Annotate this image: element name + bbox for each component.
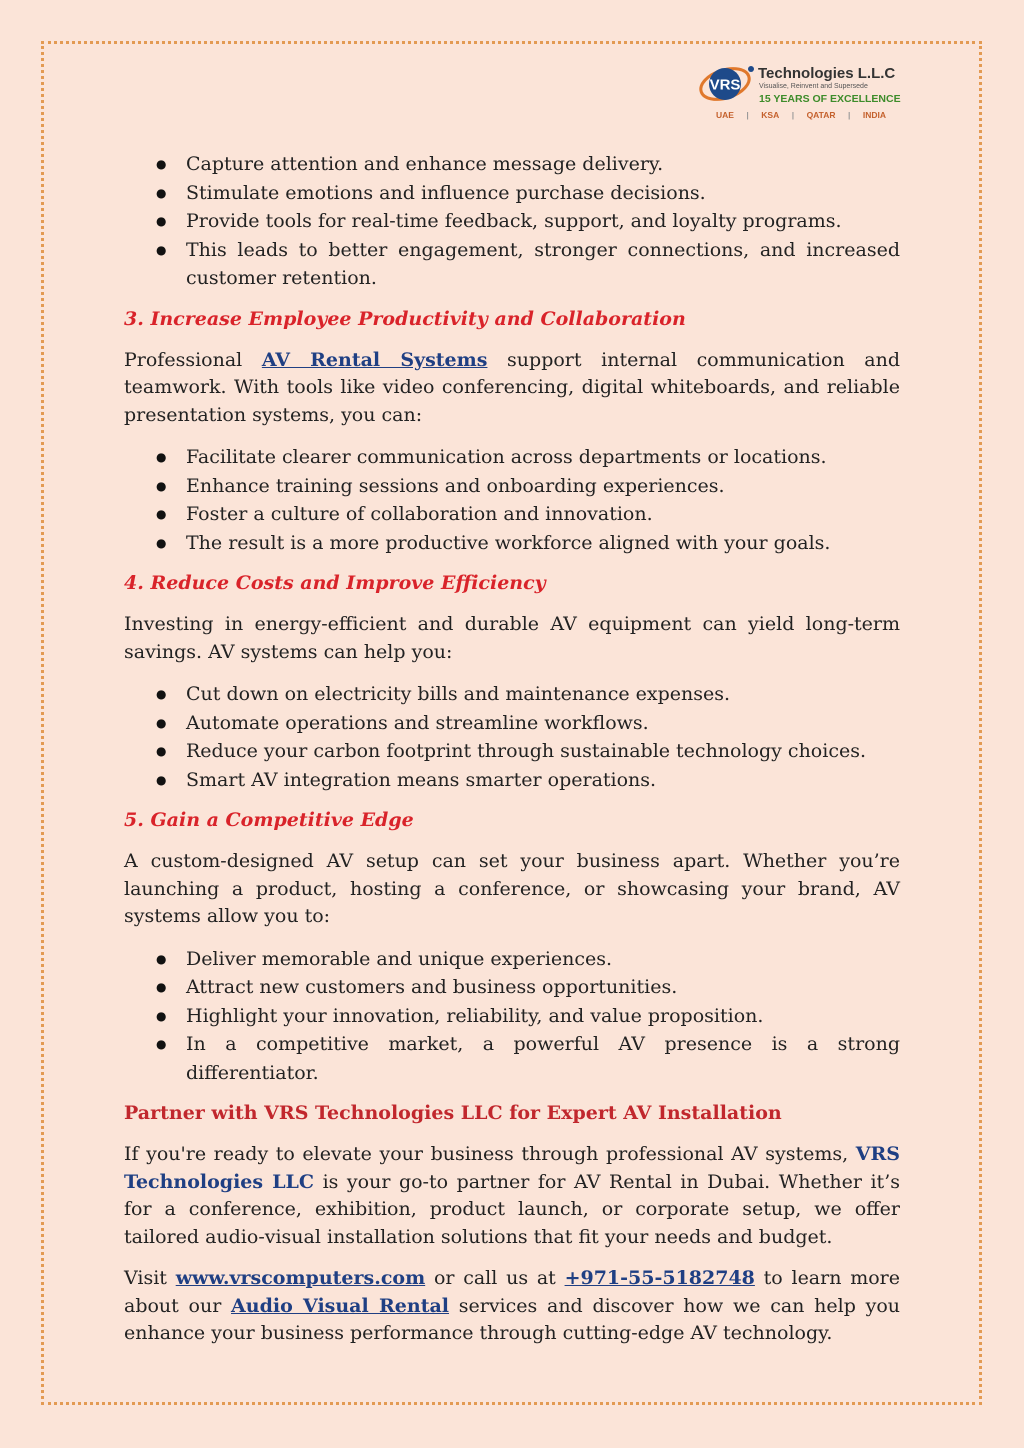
section3-bullet-list <box>124 443 900 557</box>
partner-paragraph: If you're ready to elevate your business through professional AV systems, VRS Technologies LLC is your go-to partner for AV Rental in Dubai. Whether it’s for a conference, exhibition, product launch, or corporate setup, we offer tailored audio-visual installation solutions that fit your needs and budget. <box>124 1143 900 1248</box>
region-india: INDIA <box>862 110 886 120</box>
list-item: ● Facilitate clearer communication across departments or locations. <box>186 443 900 472</box>
list-item: ● Smart AV integration means smarter operations. <box>186 766 900 795</box>
company-name: VRS Technologies LLC <box>124 1143 900 1193</box>
article-body <box>124 150 900 1348</box>
list-item: ● Enhance training sessions and onboarding experiences. <box>186 472 900 501</box>
logo-brand: Technologies L.L.C <box>758 65 896 82</box>
region-separator: | <box>848 110 851 120</box>
list-item: ● This leads to better engagement, stronger connections, and increased customer retention. <box>186 236 900 293</box>
region-qatar: QATAR <box>806 110 836 120</box>
phone-link[interactable]: +971-55-5182748 <box>564 1267 755 1289</box>
list-item: ● Attract new customers and business opportunities. <box>186 973 900 1002</box>
partner-heading: Partner with VRS Technologies LLC for Expert AV Installation <box>124 1102 782 1124</box>
logo-years: 15 YEARS OF EXCELLENCE <box>759 93 901 105</box>
region-uae: UAE <box>716 110 734 120</box>
list-item: ● Stimulate emotions and influence purchase decisions. <box>186 179 900 208</box>
section4-bullet-list <box>124 680 900 794</box>
list-item: ● Foster a culture of collaboration and innovation. <box>186 500 900 529</box>
list-item: ● The result is a more productive workforce aligned with your goals. <box>186 529 900 558</box>
intro-bullet-list <box>124 150 900 293</box>
list-item: ● Provide tools for real-time feedback, support, and loyalty programs. <box>186 207 900 236</box>
section3-paragraph: Professional AV Rental Systems support internal communication and teamwork. With tools like video conferencing, digital whiteboards, and reliable presentation systems, you can: <box>124 348 901 426</box>
visit-paragraph: Visit www.vrscomputers.com or call us at +971-55-5182748 to learn more about our Audio Visual Rental services and discover how we can help you enhance your business performance through cutting-edge AV technology. <box>124 1267 900 1344</box>
region-separator: | <box>746 110 749 120</box>
svg-text:VRS: VRS <box>709 76 741 94</box>
section4-heading: 4. Reduce Costs and Improve Efficiency <box>124 572 546 594</box>
list-item: ● Capture attention and enhance message delivery. <box>186 150 900 179</box>
list-item: ● In a competitive market, a powerful AV presence is a strong differentiator. <box>186 1030 900 1087</box>
section4-paragraph: Investing in energy-efficient and durable AV equipment can yield long-term savings. AV systems can help you: <box>124 613 900 663</box>
list-item: ● Automate operations and streamline workflows. <box>186 709 900 738</box>
list-item: ● Reduce your carbon footprint through sustainable technology choices. <box>186 737 900 766</box>
section5-heading: 5. Gain a Competitive Edge <box>124 809 414 831</box>
section3-heading: 3. Increase Employee Productivity and Collaboration <box>124 307 686 330</box>
region-separator: | <box>791 110 795 120</box>
company-logo <box>697 62 907 126</box>
list-item: ● Cut down on electricity bills and maintenance expenses. <box>186 680 900 709</box>
list-item: ● Highlight your innovation, reliability, and value proposition. <box>186 1002 900 1031</box>
section5-paragraph: A custom-designed AV setup can set your business apart. Whether you’re launching a product, hosting a conference, or showcasing your brand, AV systems allow you to: <box>124 850 900 927</box>
section5-bullet-list <box>124 945 900 1088</box>
av-rental-systems-link[interactable]: AV Rental Systems <box>261 348 488 371</box>
website-link[interactable]: www.vrscomputers.com <box>175 1267 426 1289</box>
region-ksa: KSA <box>761 110 780 120</box>
logo-tagline: Visualise, Reinvent and Supersede <box>759 83 868 90</box>
vrs-globe-icon <box>697 62 757 108</box>
logo-regions <box>716 110 886 120</box>
list-item: ● Deliver memorable and unique experiences. <box>186 945 900 974</box>
audio-visual-rental-link[interactable]: Audio Visual Rental <box>231 1294 450 1317</box>
